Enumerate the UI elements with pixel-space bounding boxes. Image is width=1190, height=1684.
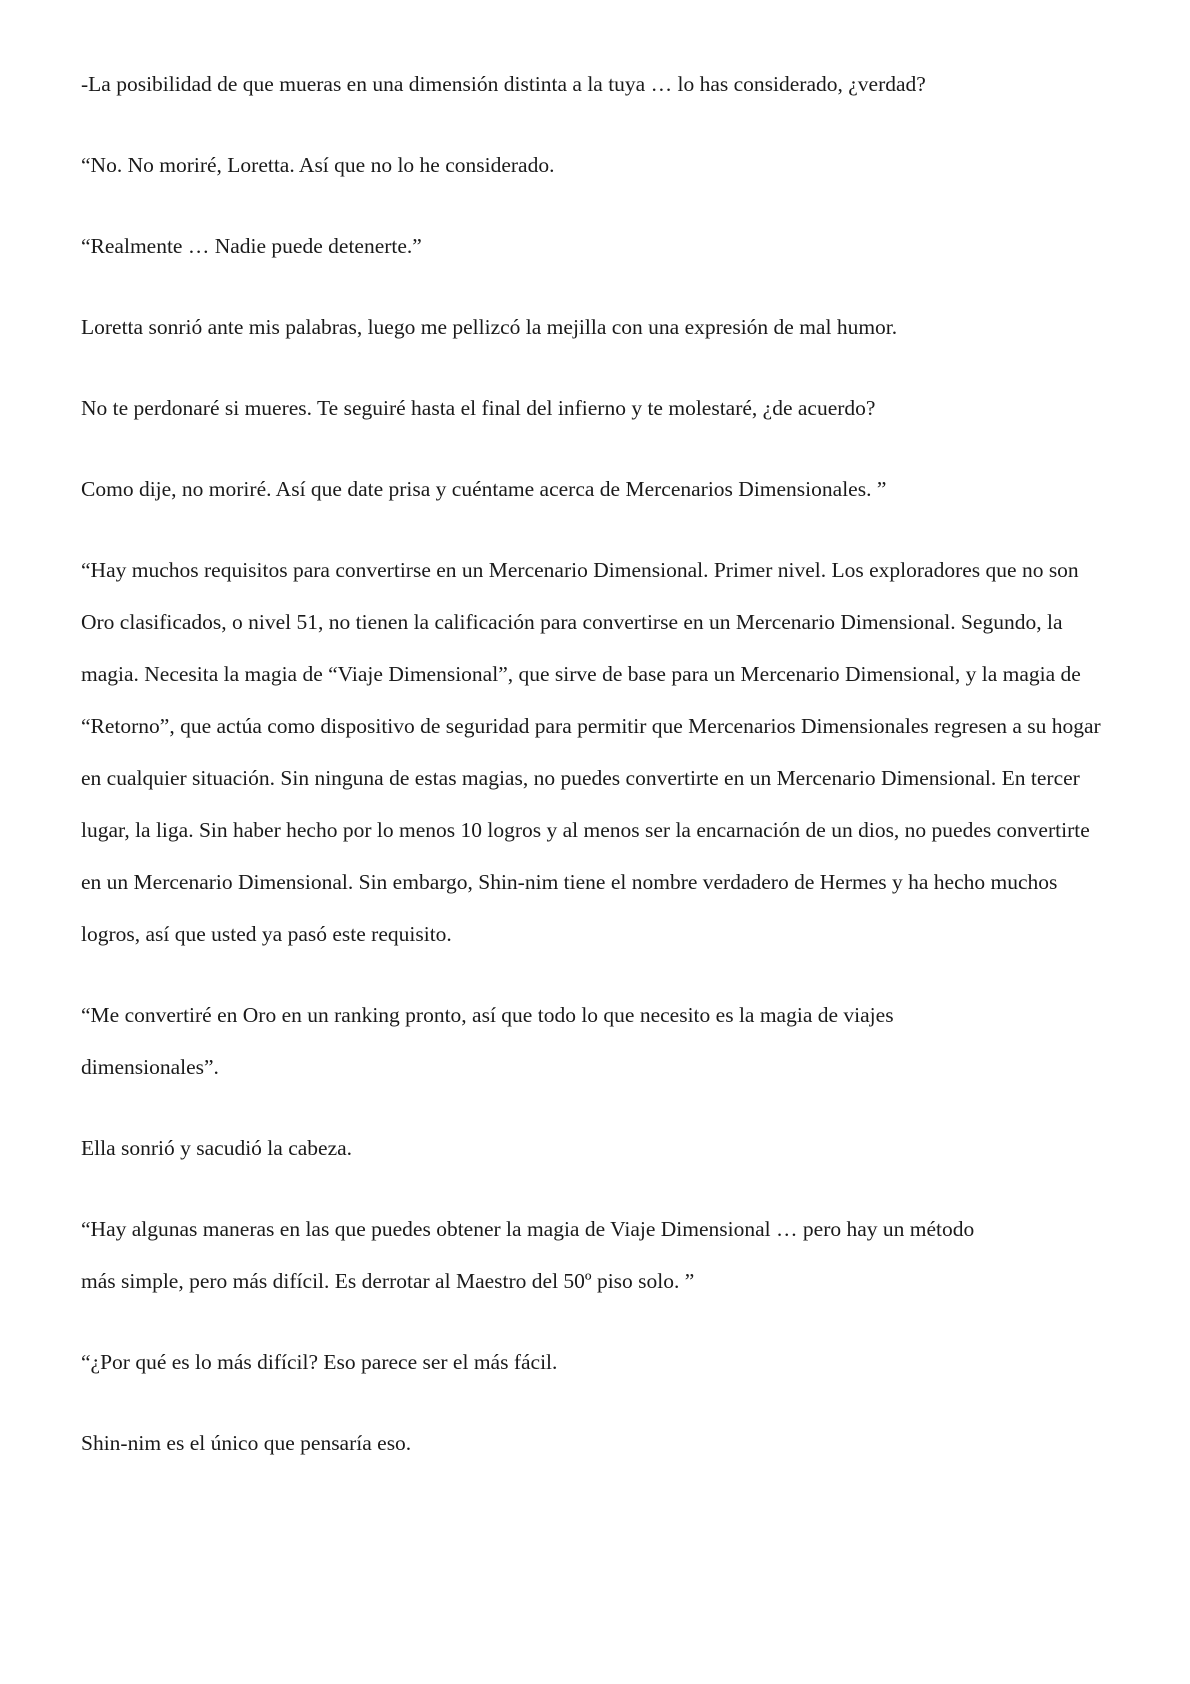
paragraph: “Hay algunas maneras en las que puedes obtener la magia de Viaje Dimensional … pero hay un método más simple, pero más difícil. Es derrotar al Maestro del 50º piso solo. ” — [81, 1217, 975, 1293]
paragraph: “No. No moriré, Loretta. Así que no lo he considerado. — [81, 153, 555, 177]
paragraph: -La posibilidad de que mueras en una dimensión distinta a la tuya … lo has considerado, ¿verdad? — [81, 72, 926, 96]
paragraph: Ella sonrió y sacudió la cabeza. — [81, 1136, 353, 1160]
paragraph: “Hay muchos requisitos para convertirse en un Mercenario Dimensional. Primer nivel. Los exploradores que no son Oro clasificados, o nivel 51, no tienen la calificación para convertirse en un Mercenario Dimensional. Segundo, la magia. Necesita la magia de “Viaje Dimensional”, que sirve de base para un Mercenario Dimensional, y la magia de “Retorno”, que actúa como dispositivo de seguridad para permitir que Mercenarios Dimensionales regresen a su hogar en cualquier situación. Sin ninguna de estas magias, no puedes convertirte en un Mercenario Dimensional. En tercer lugar, la liga. Sin haber hecho por lo menos 10 logros y al menos ser la encarnación de un dios, no puedes convertirte en un Mercenario Dimensional. Sin embargo, Shin-nim tiene el nombre verdadero de Hermes y ha hecho muchos logros, así que usted ya pasó este requisito. — [81, 558, 1101, 946]
paragraph: No te perdonaré si mueres. Te seguiré hasta el final del infierno y te molestaré, ¿de acuerdo? — [81, 396, 876, 420]
paragraph: “¿Por qué es lo más difícil? Eso parece ser el más fácil. — [81, 1350, 558, 1374]
paragraph: Shin-nim es el único que pensaría eso. — [81, 1431, 412, 1455]
paragraph: Loretta sonrió ante mis palabras, luego me pellizcó la mejilla con una expresión de mal humor. — [81, 315, 898, 339]
paragraph: “Realmente … Nadie puede detenerte.” — [81, 234, 422, 258]
paragraph: “Me convertiré en Oro en un ranking pronto, así que todo lo que necesito es la magia de viajes dimensionales”. — [81, 1003, 894, 1079]
document-body — [81, 58, 1111, 1498]
paragraph: Como dije, no moriré. Así que date prisa y cuéntame acerca de Mercenarios Dimensionales. ” — [81, 477, 887, 501]
